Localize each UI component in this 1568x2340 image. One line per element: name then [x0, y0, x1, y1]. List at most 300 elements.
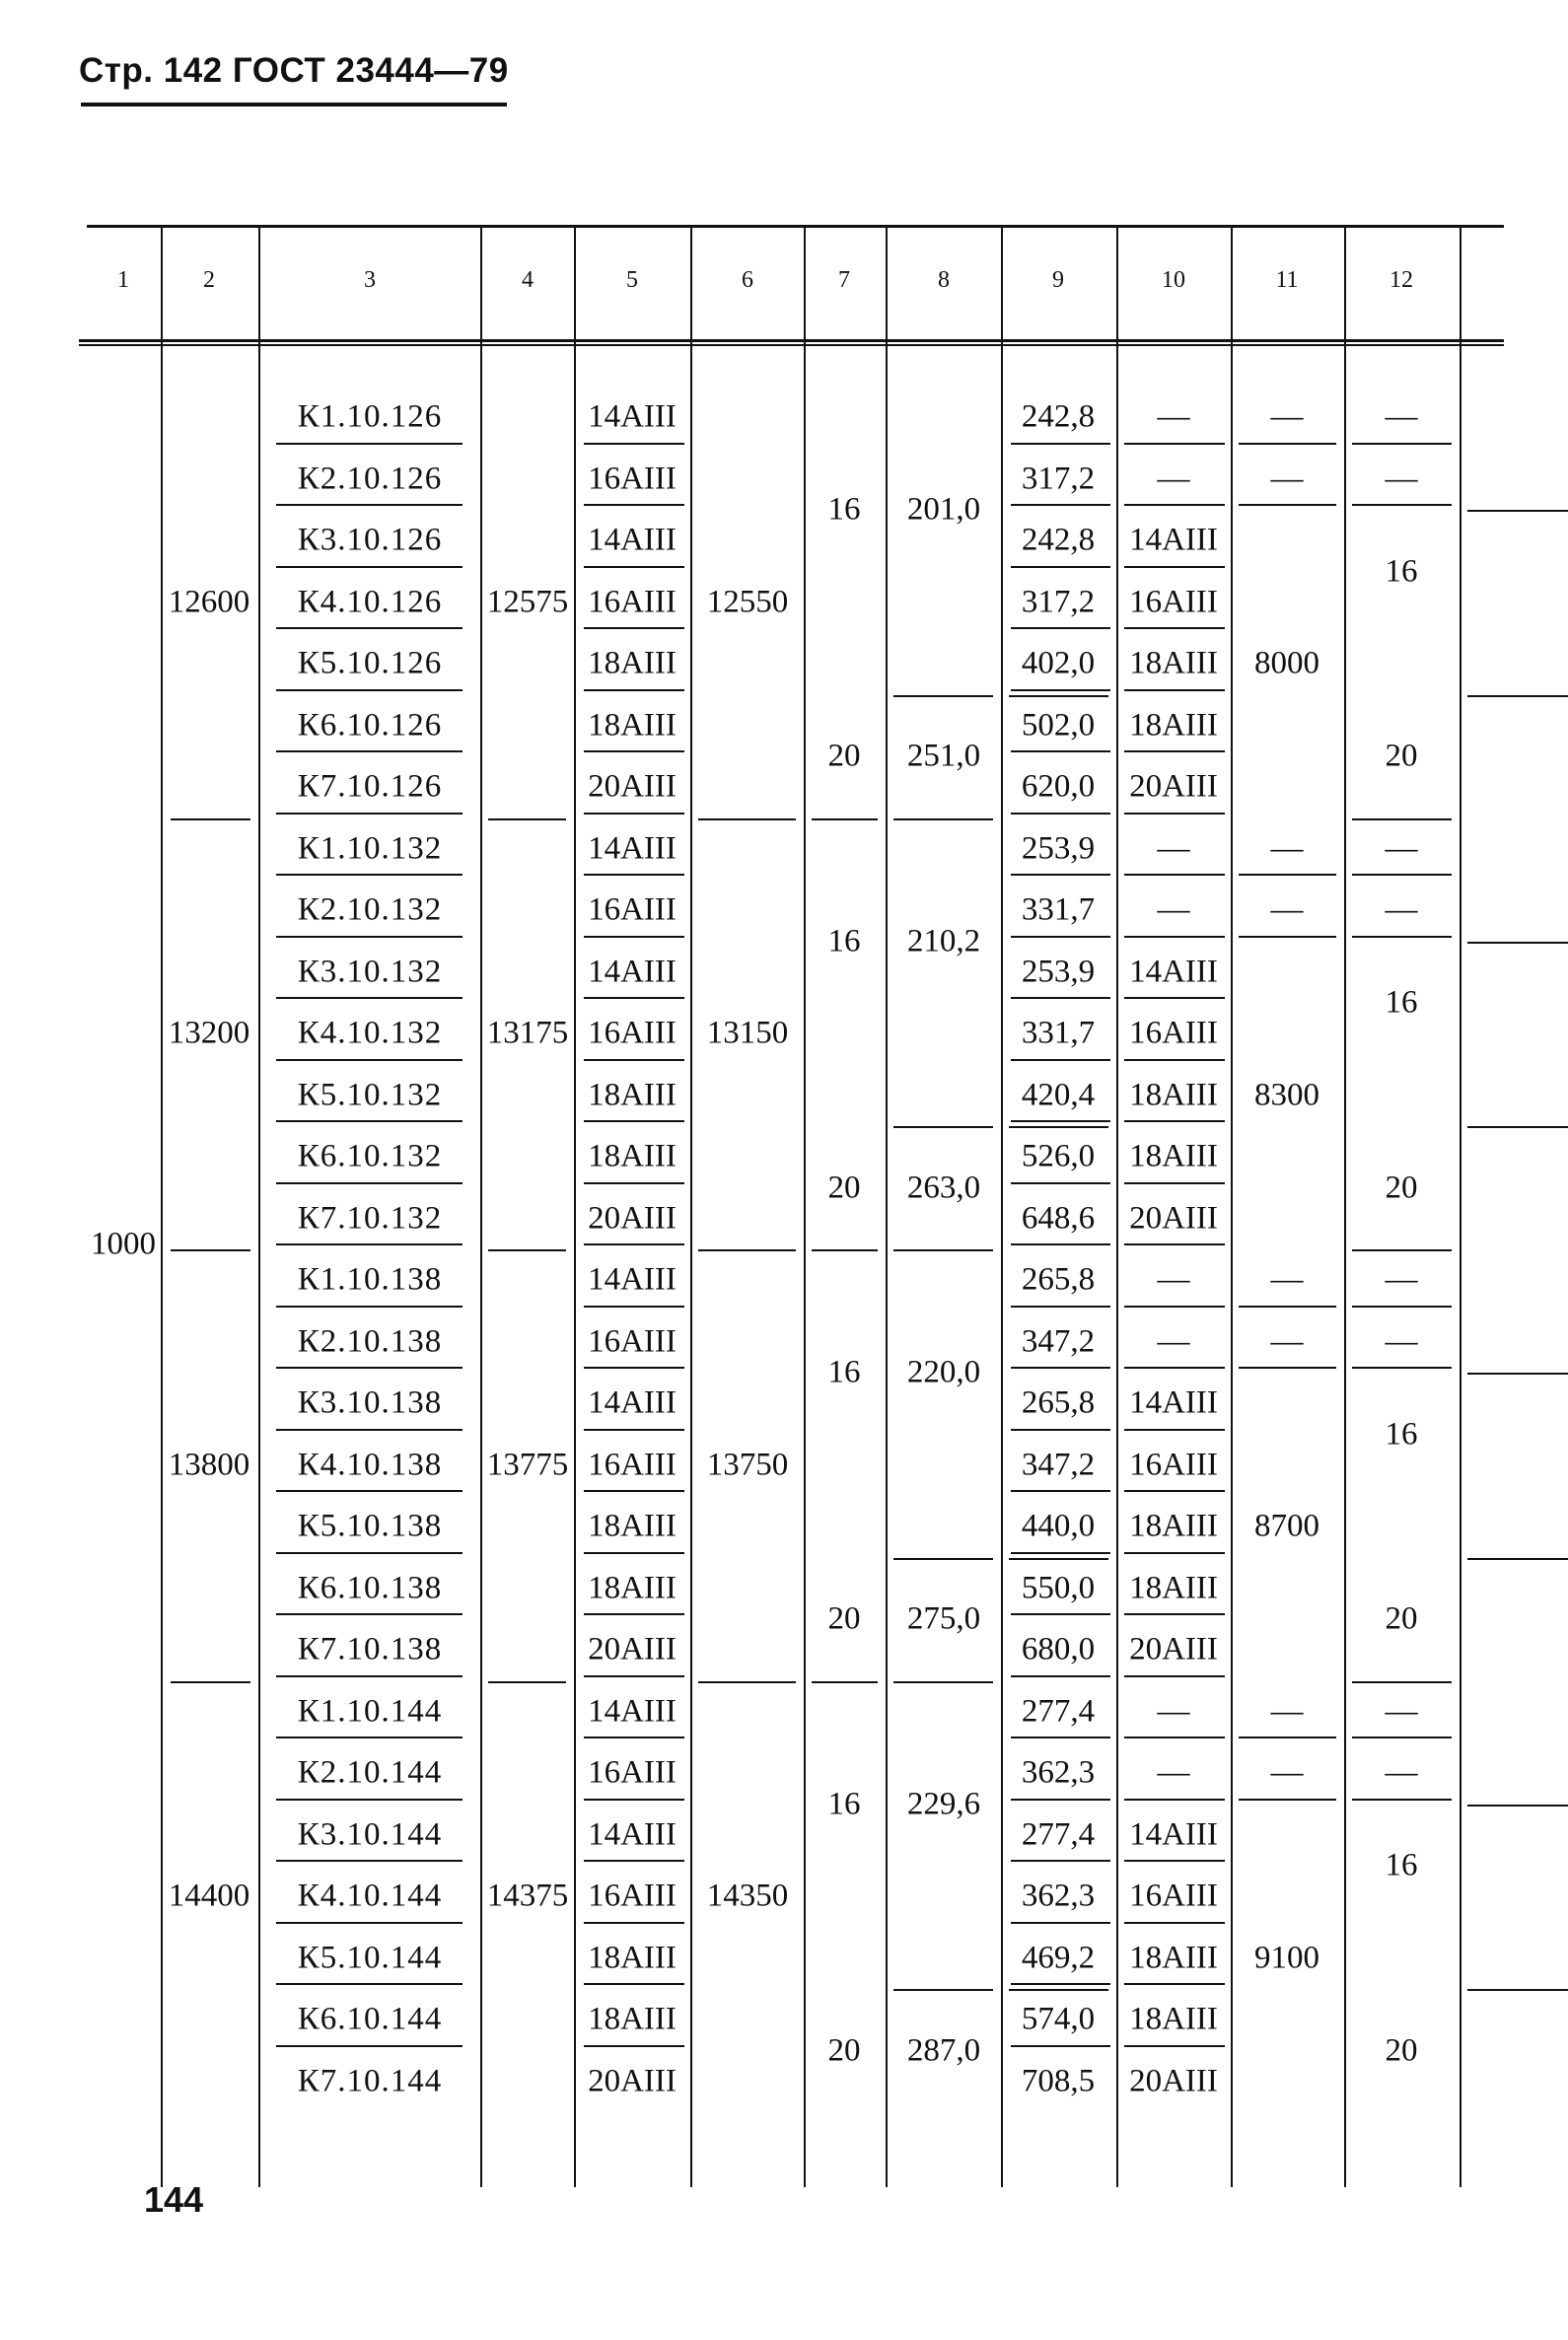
cell-underline — [584, 1983, 684, 1985]
cell-underline — [1011, 813, 1110, 815]
row-mark-col3: К2.10.138 — [297, 1323, 443, 1360]
column-divider — [690, 225, 692, 2187]
cell-underline — [1011, 1243, 1110, 1245]
cell-underline — [276, 1922, 463, 1924]
subblock-divider — [893, 1558, 993, 1560]
row-mass-col9: 265,8 — [1021, 1384, 1096, 1421]
row-rebar-col5: 16АIII — [588, 1323, 677, 1360]
cell-underline — [276, 813, 463, 815]
row-mark-col3: К5.10.126 — [297, 645, 443, 681]
cell-underline — [1124, 566, 1225, 568]
cell-underline — [584, 627, 684, 629]
cell-underline — [1011, 874, 1110, 876]
row-rebar-col5: 18АIII — [588, 2001, 677, 2037]
cell-underline — [1124, 504, 1225, 506]
row-mark-col3: К1.10.126 — [297, 398, 443, 435]
column-divider — [1116, 225, 1118, 2187]
cell-underline — [1239, 1306, 1336, 1308]
group-divider — [1352, 1681, 1452, 1683]
row-mark-col3: К4.10.144 — [297, 1878, 443, 1914]
sub20-col8-value: 251,0 — [906, 738, 981, 774]
row-mark-col3: К1.10.132 — [297, 830, 443, 867]
column-divider — [574, 225, 576, 2187]
cell-underline — [276, 1182, 463, 1184]
row-col11-dash: — — [1270, 398, 1304, 435]
row-mark-col3: К1.10.138 — [297, 1261, 443, 1298]
row-mass-col9: 574,0 — [1021, 2001, 1096, 2037]
cell-underline — [584, 813, 684, 815]
cell-underline — [1124, 1922, 1225, 1924]
row-mass-col9: 331,7 — [1021, 1015, 1096, 1051]
group-divider — [488, 818, 566, 820]
cell-underline — [1124, 936, 1225, 938]
row-mark-col3: К7.10.144 — [297, 2063, 443, 2099]
column-divider — [258, 225, 260, 2187]
cell-underline — [584, 1182, 684, 1184]
cell-underline — [276, 1120, 463, 1122]
row-rebar-col5: 18АIII — [588, 1508, 677, 1544]
cell-underline — [1352, 443, 1452, 445]
group-divider — [698, 1249, 796, 1251]
group-col4-value: 13775 — [486, 1447, 569, 1483]
cell-underline — [1011, 443, 1110, 445]
row-mark-col3: К5.10.144 — [297, 1940, 443, 1976]
group-divider — [171, 1249, 250, 1251]
group-col11-value: 8700 — [1254, 1508, 1319, 1544]
cell-underline — [1011, 566, 1110, 568]
group-divider — [1352, 818, 1452, 820]
column-divider — [1344, 225, 1346, 2187]
row-rebar-col5: 14АIII — [588, 1261, 677, 1298]
row-mass-col9: 362,3 — [1021, 1754, 1096, 1791]
group-col6-value: 13150 — [706, 1015, 789, 1051]
row-mass-col9: 277,4 — [1021, 1816, 1096, 1853]
row-rebar-col10: — — [1157, 1261, 1190, 1298]
subblock-divider — [1467, 1373, 1568, 1375]
row-mark-col3: К7.10.138 — [297, 1631, 443, 1667]
subblock-divider — [1467, 1805, 1568, 1807]
sub20-col7-value: 20 — [827, 2032, 861, 2068]
row-rebar-col10: — — [1157, 1754, 1190, 1791]
row-mark-col3: К7.10.132 — [297, 1200, 443, 1237]
group-col2-value: 13800 — [168, 1447, 250, 1483]
row-rebar-col10: 18АIII — [1129, 2001, 1218, 2037]
row-rebar-col5: 16АIII — [588, 891, 677, 928]
cell-underline — [1124, 1182, 1225, 1184]
cell-underline — [1239, 1737, 1336, 1738]
row-col12-dash: — — [1385, 1754, 1418, 1791]
cell-underline — [1011, 504, 1110, 506]
cell-underline — [1011, 1799, 1110, 1801]
row-rebar-col10: 18АIII — [1129, 1077, 1218, 1113]
cell-underline — [1011, 1860, 1110, 1862]
sub20-col12-value: 20 — [1385, 738, 1418, 774]
cell-underline — [584, 566, 684, 568]
row-rebar-col10: 20АIII — [1129, 768, 1218, 805]
column-header: 10 — [1162, 267, 1185, 293]
cell-underline — [1011, 1120, 1110, 1122]
cell-underline — [1239, 504, 1336, 506]
row-mark-col3: К3.10.132 — [297, 954, 443, 990]
sub16-col8-value: 229,6 — [906, 1786, 981, 1821]
cell-underline — [584, 1613, 684, 1615]
row-rebar-col10: — — [1157, 830, 1190, 867]
cell-underline — [1124, 1799, 1225, 1801]
cell-underline — [1011, 936, 1110, 938]
cell-underline — [1352, 1799, 1452, 1801]
cell-underline — [584, 1306, 684, 1308]
row-mass-col9: 420,4 — [1021, 1077, 1096, 1113]
row-rebar-col5: 16АIII — [588, 1447, 677, 1483]
row-rebar-col10: 18АIII — [1129, 1940, 1218, 1976]
sub20-col12-value: 20 — [1385, 2032, 1418, 2068]
cell-underline — [1124, 1737, 1225, 1738]
row-rebar-col5: 18АIII — [588, 1077, 677, 1113]
cell-underline — [1124, 1675, 1225, 1677]
group-divider — [812, 1249, 878, 1251]
cell-underline — [1124, 2045, 1225, 2047]
cell-underline — [1124, 1860, 1225, 1862]
group-col4-value: 12575 — [486, 584, 569, 620]
row-rebar-col10: 16АIII — [1129, 1015, 1218, 1051]
group-divider — [171, 818, 250, 820]
cell-underline — [276, 1983, 463, 1985]
row-rebar-col10: — — [1157, 461, 1190, 497]
subblock-divider — [1009, 695, 1108, 697]
group-col2-value: 13200 — [168, 1015, 250, 1051]
cell-underline — [276, 689, 463, 691]
cell-underline — [1011, 997, 1110, 999]
sub16-col12-value: 16 — [1385, 1416, 1418, 1452]
cell-underline — [1011, 1367, 1110, 1369]
cell-underline — [1124, 1367, 1225, 1369]
row-col12-dash: — — [1385, 461, 1418, 497]
header-bottom-rule-double — [79, 344, 1504, 346]
cell-underline — [276, 1306, 463, 1308]
subblock-divider — [1009, 1989, 1108, 1991]
cell-underline — [276, 1613, 463, 1615]
cell-underline — [1124, 1613, 1225, 1615]
column-divider — [804, 225, 806, 2187]
cell-underline — [276, 1490, 463, 1492]
cell-underline — [276, 936, 463, 938]
row-col12-dash: — — [1385, 1261, 1418, 1298]
row-rebar-col5: 20АIII — [588, 1631, 677, 1667]
row-rebar-col5: 18АIII — [588, 707, 677, 744]
header-bottom-rule — [79, 339, 1504, 342]
column-header: 2 — [203, 267, 215, 293]
sub16-col7-value: 16 — [827, 923, 861, 958]
cell-underline — [276, 874, 463, 876]
row-mass-col9: 331,7 — [1021, 891, 1096, 928]
subblock-divider — [1467, 1126, 1568, 1128]
row-rebar-col5: 16АIII — [588, 1015, 677, 1051]
cell-underline — [1011, 689, 1110, 691]
row-rebar-col5: 16АIII — [588, 1754, 677, 1791]
cell-underline — [276, 1799, 463, 1801]
row-col12-dash: — — [1385, 1693, 1418, 1730]
cell-underline — [1352, 1367, 1452, 1369]
row-mass-col9: 708,5 — [1021, 2063, 1096, 2099]
row-mass-col9: 317,2 — [1021, 584, 1096, 620]
column-header: 8 — [938, 267, 950, 293]
subblock-divider — [893, 1126, 993, 1128]
row-mass-col9: 265,8 — [1021, 1261, 1096, 1298]
subblock-divider — [893, 1989, 993, 1991]
cell-underline — [1124, 997, 1225, 999]
row-rebar-col5: 18АIII — [588, 645, 677, 681]
row-rebar-col10: 20АIII — [1129, 2063, 1218, 2099]
subblock-divider — [1467, 510, 1568, 512]
row-rebar-col5: 20АIII — [588, 768, 677, 805]
cell-underline — [584, 1860, 684, 1862]
row-mass-col9: 648,6 — [1021, 1200, 1096, 1237]
cell-underline — [584, 1737, 684, 1738]
row-rebar-col5: 14АIII — [588, 1693, 677, 1730]
cell-underline — [584, 874, 684, 876]
cell-underline — [276, 1367, 463, 1369]
row-rebar-col5: 14АIII — [588, 1384, 677, 1421]
row-mark-col3: К6.10.126 — [297, 707, 443, 744]
sub20-col12-value: 20 — [1385, 1170, 1418, 1205]
row-mark-col3: К3.10.138 — [297, 1384, 443, 1421]
row-mark-col3: К5.10.138 — [297, 1508, 443, 1544]
row-rebar-col5: 18АIII — [588, 1570, 677, 1606]
column-header: 7 — [838, 267, 850, 293]
cell-underline — [1124, 627, 1225, 629]
column-header: 11 — [1275, 267, 1299, 293]
cell-underline — [1124, 1243, 1225, 1245]
row-mass-col9: 253,9 — [1021, 954, 1096, 990]
column-header: 5 — [626, 267, 638, 293]
row-rebar-col5: 16АIII — [588, 461, 677, 497]
row-rebar-col5: 18АIII — [588, 1138, 677, 1174]
cell-underline — [1124, 1120, 1225, 1122]
cell-underline — [1352, 874, 1452, 876]
group-col6-value: 12550 — [706, 584, 789, 620]
group-col6-value: 13750 — [706, 1447, 789, 1483]
row-mark-col3: К6.10.144 — [297, 2001, 443, 2037]
column-header: 1 — [117, 267, 129, 293]
row-rebar-col5: 14АIII — [588, 1816, 677, 1853]
cell-underline — [584, 1490, 684, 1492]
row-rebar-col5: 18АIII — [588, 1940, 677, 1976]
row-rebar-col5: 14АIII — [588, 522, 677, 558]
table-top-rule — [87, 225, 1504, 228]
sub16-col7-value: 16 — [827, 491, 861, 528]
cell-underline — [276, 1552, 463, 1554]
cell-underline — [1124, 1983, 1225, 1985]
row-mark-col3: К4.10.126 — [297, 584, 443, 620]
subblock-divider — [1467, 1989, 1568, 1991]
cell-underline — [1124, 874, 1225, 876]
cell-underline — [584, 936, 684, 938]
row-col12-dash: — — [1385, 1323, 1418, 1360]
sub20-col7-value: 20 — [827, 1600, 861, 1637]
cell-underline — [1124, 1429, 1225, 1431]
group-col4-value: 13175 — [486, 1015, 569, 1051]
cell-underline — [276, 443, 463, 445]
cell-underline — [1124, 689, 1225, 691]
cell-underline — [1011, 1675, 1110, 1677]
row-mass-col9: 440,0 — [1021, 1508, 1096, 1544]
row-mass-col9: 526,0 — [1021, 1138, 1096, 1174]
subblock-divider — [1467, 942, 1568, 944]
sub16-col7-value: 16 — [827, 1354, 861, 1390]
group-divider — [488, 1249, 566, 1251]
row-rebar-col10: 14АIII — [1129, 1384, 1218, 1421]
row-col12-dash: — — [1385, 891, 1418, 928]
row-mass-col9: 502,0 — [1021, 707, 1096, 744]
cell-underline — [276, 1737, 463, 1738]
cell-underline — [1124, 443, 1225, 445]
row-mark-col3: К7.10.126 — [297, 768, 443, 805]
cell-underline — [584, 997, 684, 999]
row-rebar-col5: 20АIII — [588, 1200, 677, 1237]
row-mass-col9: 242,8 — [1021, 522, 1096, 558]
cell-underline — [1011, 1983, 1110, 1985]
cell-underline — [584, 443, 684, 445]
cell-underline — [584, 1367, 684, 1369]
cell-underline — [1352, 936, 1452, 938]
cell-underline — [276, 1860, 463, 1862]
cell-underline — [584, 1120, 684, 1122]
cell-underline — [1239, 443, 1336, 445]
row-col11-dash: — — [1270, 1693, 1304, 1730]
cell-underline — [1124, 1059, 1225, 1061]
cell-underline — [584, 1429, 684, 1431]
column-header: 12 — [1390, 267, 1413, 293]
row-rebar-col10: 18АIII — [1129, 645, 1218, 681]
row-rebar-col5: 16АIII — [588, 1878, 677, 1914]
cell-underline — [1011, 1922, 1110, 1924]
group-col11-value: 8300 — [1254, 1077, 1319, 1113]
cell-underline — [1352, 504, 1452, 506]
column-header: 9 — [1052, 267, 1064, 293]
sub16-col12-value: 16 — [1385, 553, 1418, 589]
row-rebar-col10: 18АIII — [1129, 1570, 1218, 1606]
cell-underline — [1011, 1613, 1110, 1615]
group-divider — [698, 1681, 796, 1683]
cell-underline — [1011, 1182, 1110, 1184]
row-col11-dash: — — [1270, 891, 1304, 928]
group-divider — [1352, 1249, 1452, 1251]
row-rebar-col5: 20АIII — [588, 2063, 677, 2099]
cell-underline — [1011, 627, 1110, 629]
sub16-col8-value: 201,0 — [906, 491, 981, 528]
row-mass-col9: 277,4 — [1021, 1693, 1096, 1730]
cell-underline — [1124, 1490, 1225, 1492]
cell-underline — [1124, 1306, 1225, 1308]
cell-underline — [584, 689, 684, 691]
group-col11-value: 9100 — [1254, 1940, 1319, 1976]
row-mass-col9: 550,0 — [1021, 1570, 1096, 1606]
cell-underline — [1124, 750, 1225, 752]
sub16-col8-value: 220,0 — [906, 1354, 981, 1390]
row-mass-col9: 469,2 — [1021, 1940, 1096, 1976]
row-mark-col3: К1.10.144 — [297, 1693, 443, 1730]
group-col11-value: 8000 — [1254, 645, 1319, 681]
row-mark-col3: К4.10.132 — [297, 1015, 443, 1051]
row-mass-col9: 253,9 — [1021, 830, 1096, 867]
row-mark-col3: К6.10.138 — [297, 1570, 443, 1606]
cell-underline — [1011, 2045, 1110, 2047]
row-mass-col9: 317,2 — [1021, 461, 1096, 497]
column-header: 6 — [742, 267, 753, 293]
group-divider — [488, 1681, 566, 1683]
row-rebar-col10: 18АIII — [1129, 1138, 1218, 1174]
sub16-col12-value: 16 — [1385, 984, 1418, 1021]
row-col12-dash: — — [1385, 398, 1418, 435]
row-mass-col9: 620,0 — [1021, 768, 1096, 805]
row-rebar-col10: 20АIII — [1129, 1631, 1218, 1667]
cell-underline — [1124, 1552, 1225, 1554]
column-divider — [1231, 225, 1233, 2187]
row-mark-col3: К6.10.132 — [297, 1138, 443, 1174]
row-mark-col3: К4.10.138 — [297, 1447, 443, 1483]
row-rebar-col10: — — [1157, 891, 1190, 928]
sub16-col12-value: 16 — [1385, 1847, 1418, 1883]
row-mass-col9: 402,0 — [1021, 645, 1096, 681]
cell-underline — [584, 750, 684, 752]
row-mark-col3: К3.10.144 — [297, 1816, 443, 1853]
group-divider — [698, 818, 796, 820]
sub20-col7-value: 20 — [827, 738, 861, 774]
row-rebar-col10: 18АIII — [1129, 707, 1218, 744]
sub20-col8-value: 263,0 — [906, 1170, 981, 1205]
group-divider — [812, 1681, 878, 1683]
sub20-col8-value: 287,0 — [906, 2032, 981, 2068]
row-rebar-col5: 14АIII — [588, 398, 677, 435]
cell-underline — [276, 1429, 463, 1431]
cell-underline — [1239, 936, 1336, 938]
cell-underline — [276, 566, 463, 568]
row-mass-col9: 362,3 — [1021, 1878, 1096, 1914]
row-rebar-col10: — — [1157, 1323, 1190, 1360]
row-col11-dash: — — [1270, 1323, 1304, 1360]
row-mark-col3: К2.10.144 — [297, 1754, 443, 1791]
row-rebar-col10: 20АIII — [1129, 1200, 1218, 1237]
group-col2-value: 12600 — [168, 584, 250, 620]
row-col11-dash: — — [1270, 461, 1304, 497]
row-col12-dash: — — [1385, 830, 1418, 867]
row-rebar-col5: 14АIII — [588, 954, 677, 990]
column-divider — [480, 225, 482, 2187]
row-rebar-col10: — — [1157, 1693, 1190, 1730]
row-mark-col3: К2.10.132 — [297, 891, 443, 928]
column-header: 3 — [364, 267, 376, 293]
row-mass-col9: 347,2 — [1021, 1447, 1096, 1483]
column-divider — [1460, 225, 1461, 2187]
subblock-divider — [893, 695, 993, 697]
group-col2-value: 14400 — [168, 1878, 250, 1914]
cell-underline — [1011, 1552, 1110, 1554]
row-rebar-col10: 16АIII — [1129, 1447, 1218, 1483]
row-rebar-col10: 14АIII — [1129, 522, 1218, 558]
cell-underline — [276, 1243, 463, 1245]
subblock-divider — [1009, 1126, 1108, 1128]
group-divider — [893, 1249, 993, 1251]
column-divider — [1001, 225, 1003, 2187]
cell-underline — [1011, 1306, 1110, 1308]
row-mass-col9: 242,8 — [1021, 398, 1096, 435]
row-mass-col9: 680,0 — [1021, 1631, 1096, 1667]
group-divider — [812, 818, 878, 820]
subblock-divider — [1467, 1558, 1568, 1560]
group-divider — [893, 1681, 993, 1683]
page-number: 144 — [144, 2179, 204, 2220]
sub20-col7-value: 20 — [827, 1170, 861, 1205]
